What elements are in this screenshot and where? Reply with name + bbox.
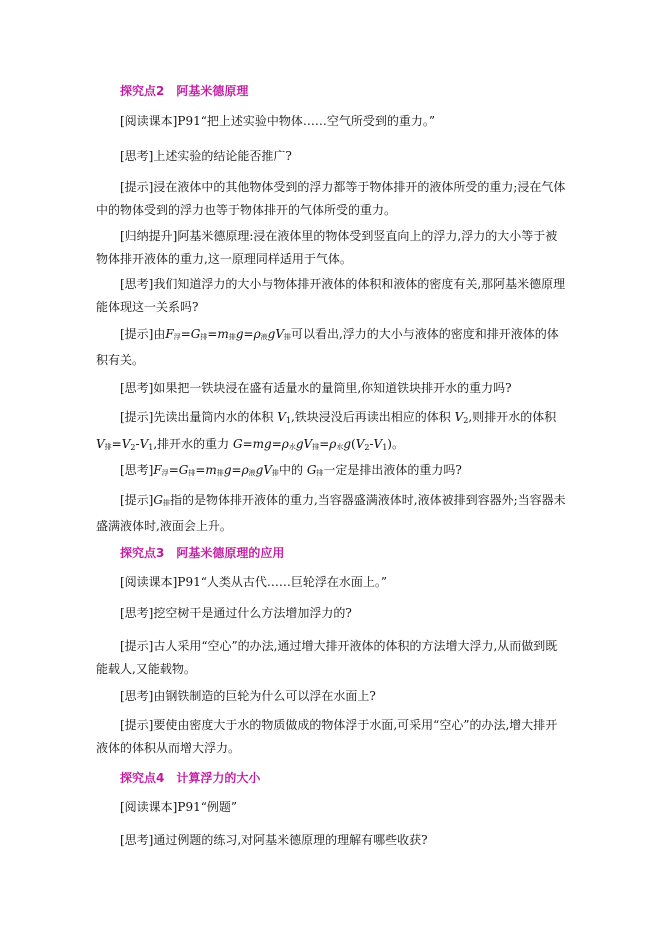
paragraph-read-textbook: [阅读课本]P91“人类从古代……巨轮浮在水面上。” — [120, 575, 387, 589]
paragraph-think: [思考]挖空树干是通过什么方法增加浮力的? — [120, 606, 352, 620]
section-heading-4 — [120, 770, 260, 786]
section-title: 计算浮力的大小 — [176, 771, 261, 785]
section-heading-3 — [120, 545, 284, 561]
paragraph-think: [思考]通过例题的练习,对阿基米德原理的理解有哪些收获? — [120, 833, 428, 847]
section-heading-2 — [120, 83, 248, 99]
paragraph-think: [思考]我们知道浮力的大小与物体排开液体的体积和液体的密度有关,那阿基米德原理能体现这一关系吗? — [96, 277, 566, 314]
paragraph-hint-formula: [提示]由F浮=G排=m排g=ρ液gV排可以看出,浮力的大小与液体的密度和排开液体的体积有关。 — [96, 327, 559, 367]
paragraph-read-textbook: [阅读课本]P91“例题” — [120, 800, 237, 814]
paragraph-think-formula: [思考]F浮=G排=m排g=ρ液gV排中的 G排一定是排出液体的重力吗? — [120, 463, 462, 477]
paragraph-hint-volume: [提示]先读出量筒内水的体积 V1,铁块浸没后再读出相应的体积 V2,则排开水的体积 V排=V2-V1,排开水的重力 G=mg=ρ水gV排=ρ水g(V2-V1)。 — [96, 410, 557, 452]
paragraph-hint: [提示]G排指的是物体排开液体的重力,当容器盛满液体时,液体被排到容器外;当容器未盛满液体时,液面会上升。 — [96, 493, 566, 533]
paragraph-hint: [提示]古人采用“空心”的办法,通过增大排开液体的体积的方法增大浮力,从而做到既能载人,又能载物。 — [96, 639, 558, 676]
paragraph-think: [思考]由钢铁制造的巨轮为什么可以浮在水面上? — [120, 689, 376, 703]
paragraph-hint: [提示]要使由密度大于水的物质做成的物体浮于水面,可采用“空心”的办法,增大排开液体的体积从而增大浮力。 — [96, 718, 558, 755]
section-title: 阿基米德原理 — [176, 84, 249, 98]
paragraph-think: [思考]如果把一铁块浸在盛有适量水的量筒里,你知道铁块排开水的重力吗? — [120, 381, 512, 395]
section-number: 探究点3 — [120, 546, 165, 560]
section-number: 探究点2 — [120, 84, 165, 98]
paragraph-read-textbook: [阅读课本]P91“把上述实验中物体……空气所受到的重力。” — [120, 114, 435, 128]
section-title: 阿基米德原理的应用 — [176, 546, 285, 560]
section-number: 探究点4 — [120, 771, 165, 785]
paragraph-summary: [归纳提升]阿基米德原理:浸在液体里的物体受到竖直向上的浮力,浮力的大小等于被物体排开液体的重力,这一原理同样适用于气体。 — [96, 229, 558, 266]
paragraph-think: [思考]上述实验的结论能否推广? — [120, 149, 292, 163]
paragraph-hint: [提示]浸在液体中的其他物体受到的浮力都等于物体排开的液体所受的重力;浸在气体中的物体受到的浮力也等于物体排开的气体所受的重力。 — [96, 180, 566, 217]
